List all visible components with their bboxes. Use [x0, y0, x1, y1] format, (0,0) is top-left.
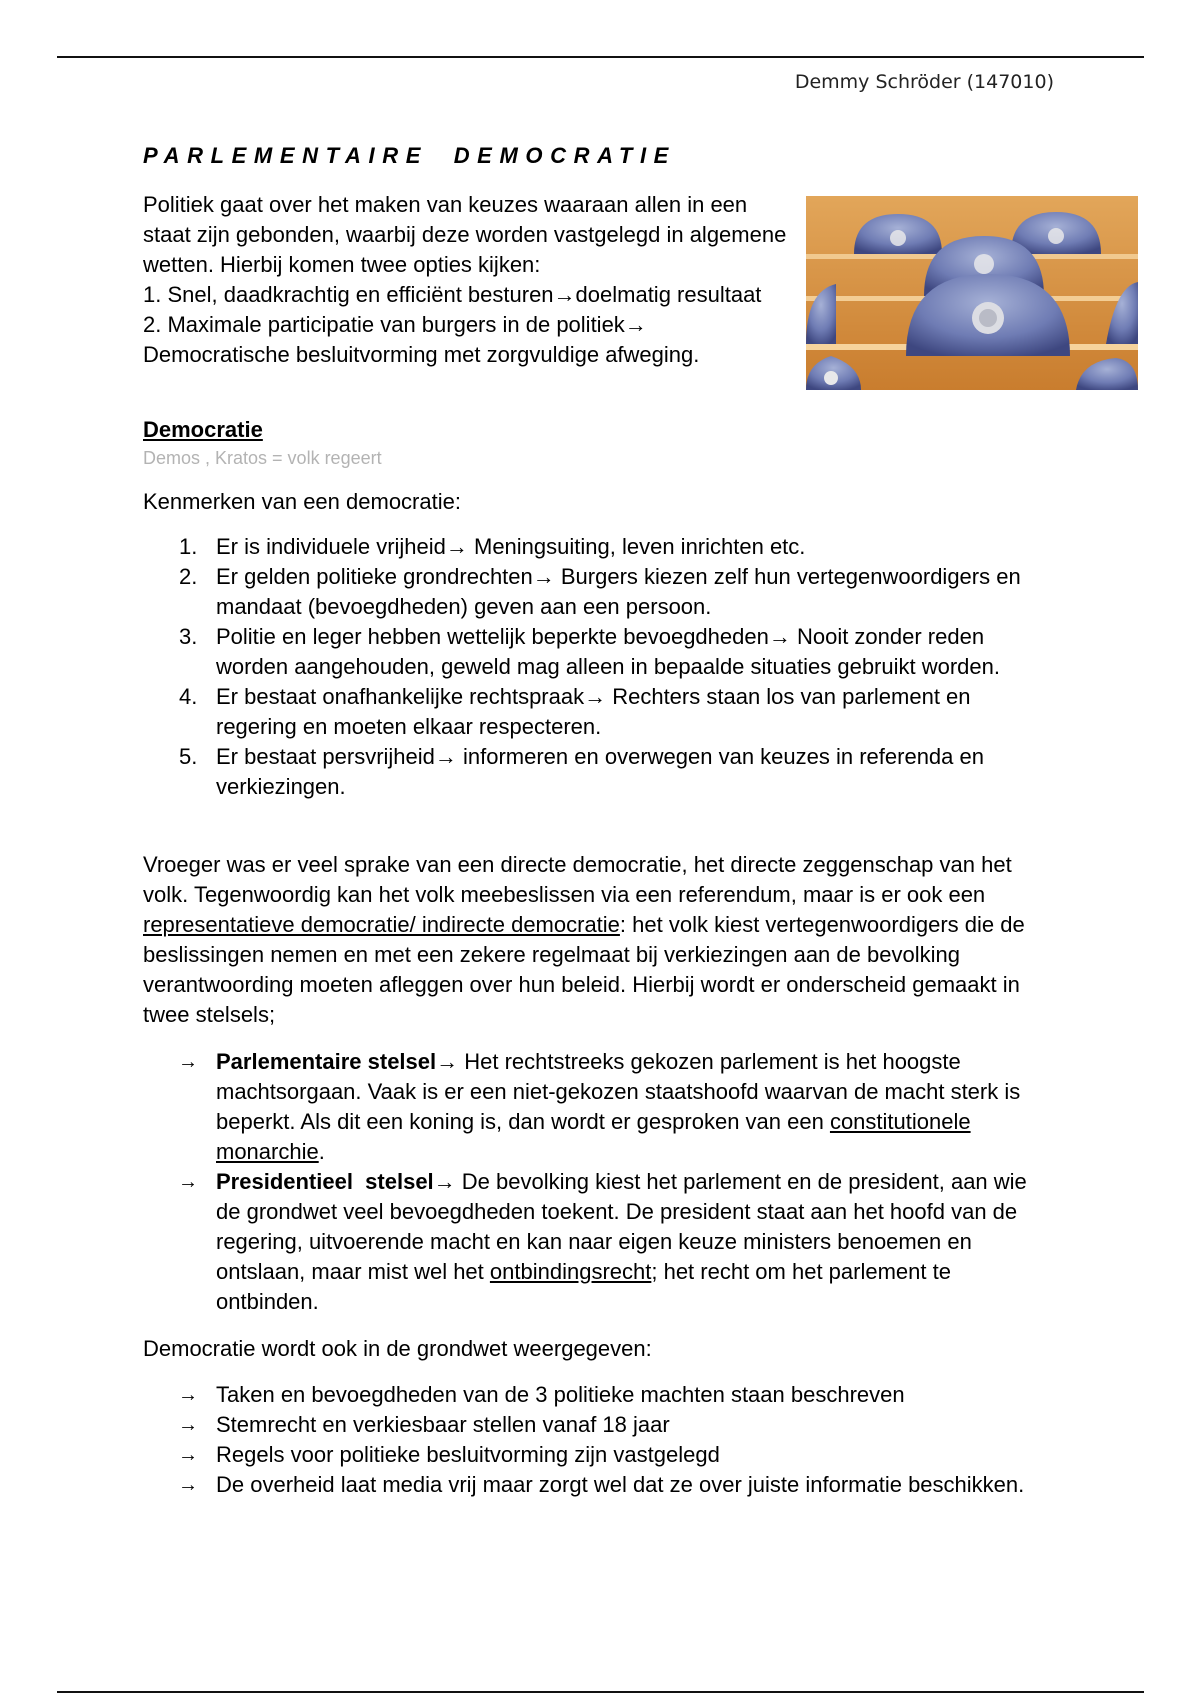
grondwet-list: [143, 1380, 1053, 1500]
intro-text: Politiek gaat over het maken van keuzes waaraan allen in een staat zijn gebonden, waarbij deze worden vastgelegd in algemene wetten. Hierbij komen twee opties kijken:: [143, 192, 787, 277]
list-item-label: Presidentieel stelsel→: [216, 1169, 456, 1194]
list-item-text: .: [318, 1139, 325, 1164]
list-item-label: Parlementaire stelsel→: [216, 1049, 459, 1074]
author-name: Demmy Schröder (147010): [794, 71, 1054, 93]
democracy-paragraph: [143, 850, 1053, 1030]
list-item-text: Het rechtstreeks gekozen parlement is het hoogste machtsorgaan. Vaak is er een niet-gekozen staatshoofd waarvan de macht sterk is beperkt. Als dit een koning is, dan wordt er gesproken van een: [216, 1049, 1021, 1134]
section-heading: Democratie: [143, 417, 263, 442]
underlined-term: ontbindingsrecht: [489, 1259, 652, 1284]
section-subtitle: Demos , Kratos = volk regeert: [143, 448, 382, 468]
list-item: [143, 1440, 1053, 1470]
list-item-text: Er bestaat onafhankelijke rechtspraak→ Rechters staan los van parlement en regering en moeten elkaar respecteren.: [216, 684, 971, 739]
list-item-text: Er gelden politieke grondrechten→ Burgers kiezen zelf hun vertegenwoordigers en mandaat (bevoegdheden) geven aan een persoon.: [216, 564, 1021, 619]
underlined-term: representatieve democratie/ indirecte democratie: [143, 912, 620, 937]
list-number: 3.: [179, 624, 198, 649]
stelsels-list: [143, 1047, 1053, 1317]
intro-option-2: 2. Maximale participatie van burgers in de politiek→ Democratische besluitvorming met zorgvuldige afweging.: [143, 312, 700, 367]
intro-option-1: 1. Snel, daadkrachtig en efficiënt besturen→doelmatig resultaat: [143, 282, 762, 307]
list-item-text: De overheid laat media vrij maar zorgt wel dat ze over juiste informatie beschikken.: [216, 1472, 1025, 1497]
list-number: 4.: [179, 684, 198, 709]
list-item: [143, 1410, 1053, 1440]
list-item: [143, 1380, 1053, 1410]
intro-paragraph: [143, 190, 793, 370]
parliament-photo: [806, 196, 1138, 390]
list-item: [143, 532, 1053, 562]
list-item-text: Politie en leger hebben wettelijk beperkte bevoegdheden→ Nooit zonder reden worden aangehouden, geweld mag alleen in bepaalde situaties gebruikt worden.: [216, 624, 1000, 679]
header-rule: [57, 56, 1144, 58]
list-item: [143, 742, 1053, 802]
paragraph-text: Vroeger was er veel sprake van een directe democratie, het directe zeggenschap van het volk. Tegenwoordig kan het volk meebeslissen via een referendum, maar is er ook een: [143, 852, 1012, 907]
list-item: [143, 1470, 1053, 1500]
arrow-bullet-icon: →: [178, 1051, 198, 1073]
list-item-text: Stemrecht en verkiesbaar stellen vanaf 18 jaar: [216, 1412, 670, 1437]
list-item-text: ; het recht om het parlement te ontbinden.: [216, 1259, 951, 1314]
kenmerken-intro: Kenmerken van een democratie:: [143, 489, 461, 514]
list-item: [143, 1047, 1053, 1167]
list-item-text: Er bestaat persvrijheid→ informeren en overwegen van keuzes in referenda en verkiezingen.: [216, 744, 984, 799]
list-number: 2.: [179, 564, 198, 589]
footer-rule: [57, 1691, 1144, 1693]
list-item-text: Regels voor politieke besluitvorming zijn vastgelegd: [216, 1442, 720, 1467]
list-item: [143, 622, 1053, 682]
paragraph-text: : het volk kiest vertegenwoordigers die de beslissingen nemen en met een zekere regelmaat bij verkiezingen aan de bevolking verantwoording moeten afleggen over hun beleid. Hierbij wordt er onderscheid gemaakt in twee stelsels;: [143, 912, 1025, 1027]
list-item-text: Taken en bevoegdheden van de 3 politieke machten staan beschreven: [216, 1382, 905, 1407]
arrow-bullet-icon: →: [178, 1414, 198, 1436]
document-title: PARLEMENTAIRE DEMOCRATIE: [143, 143, 676, 168]
list-item-text: Er is individuele vrijheid→ Meningsuiting, leven inrichten etc.: [216, 534, 806, 559]
list-item: [143, 562, 1053, 622]
arrow-bullet-icon: →: [178, 1474, 198, 1496]
list-number: 5.: [179, 744, 198, 769]
kenmerken-list: [143, 532, 1053, 802]
underlined-term: constitutionele monarchie: [216, 1109, 971, 1164]
list-number: 1.: [179, 534, 198, 559]
list-item: [143, 682, 1053, 742]
list-item-text: De bevolking kiest het parlement en de president, aan wie de grondwet veel bevoegdheden toekent. De president staat aan het hoofd van de regering, uitvoerende macht en kan naar eigen keuze ministers benoemen en ontslaan, maar mist wel het: [216, 1169, 1027, 1284]
arrow-bullet-icon: →: [178, 1384, 198, 1406]
grondwet-intro: Democratie wordt ook in de grondwet weergegeven:: [143, 1336, 652, 1361]
list-item: [143, 1167, 1053, 1317]
arrow-bullet-icon: →: [178, 1171, 198, 1193]
arrow-bullet-icon: →: [178, 1444, 198, 1466]
